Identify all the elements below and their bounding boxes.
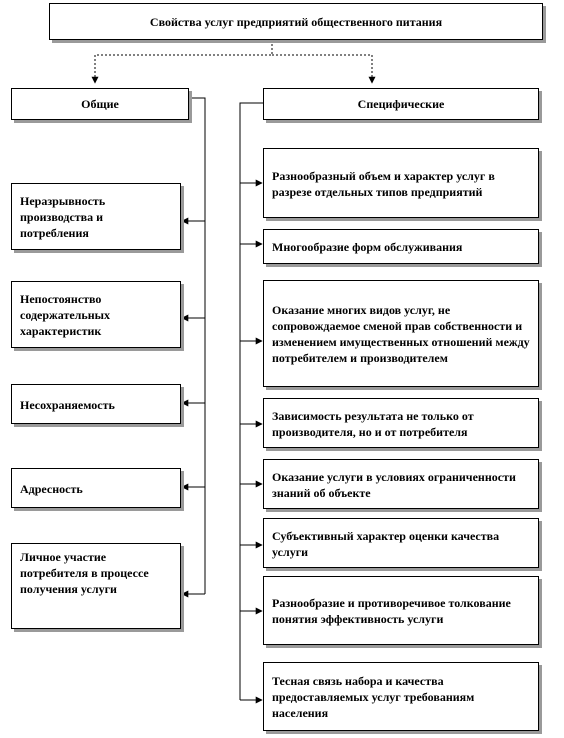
general-item bbox=[11, 281, 181, 348]
specific-item-text: Многообразие форм обслуживания bbox=[272, 240, 463, 254]
diagram-title bbox=[49, 3, 543, 40]
specific-heading-box bbox=[263, 88, 539, 120]
specific-item bbox=[263, 459, 539, 509]
specific-item bbox=[263, 280, 539, 387]
general-heading: Общие bbox=[81, 97, 119, 111]
general-heading-box bbox=[11, 88, 189, 120]
specific-item-text: Оказание услуги в условиях ограниченности знаний об объекте bbox=[272, 469, 516, 500]
general-item-text: Несохраняемость bbox=[20, 397, 115, 412]
specific-spine bbox=[240, 103, 263, 700]
specific-item bbox=[263, 518, 539, 568]
general-item-text: Личное участие потребителя в процессе получения услуги bbox=[20, 550, 149, 596]
diagram-title-text: Свойства услуг предприятий общественного питания bbox=[149, 14, 443, 29]
general-item bbox=[11, 183, 181, 250]
specific-item bbox=[263, 662, 539, 731]
specific-item-text: Зависимость результата не только от производителя, но и от потребителя bbox=[272, 408, 474, 439]
general-item bbox=[11, 543, 181, 629]
general-item bbox=[11, 468, 181, 508]
specific-item-text: Разнообразие и противоречивое толкование понятия эффективность услуги bbox=[272, 596, 511, 626]
specific-item bbox=[263, 148, 539, 218]
specific-item bbox=[263, 398, 539, 448]
specific-item-text: Субъективный характер оценки качества услуги bbox=[272, 528, 500, 559]
specific-item bbox=[263, 229, 539, 264]
specific-item bbox=[263, 576, 539, 645]
specific-heading: Специфические bbox=[357, 97, 445, 111]
general-item bbox=[11, 384, 181, 424]
general-item-text: Непостоянство содержательных характеристик bbox=[20, 292, 111, 338]
general-spine bbox=[182, 98, 205, 594]
general-item-text: Адресность bbox=[20, 481, 83, 496]
specific-item-text: Разнообразный объем и характер услуг в разрезе отдельных типов предприятий bbox=[272, 168, 495, 199]
general-item-text: Неразрывность производства и потребления bbox=[20, 194, 106, 240]
specific-item-text: Оказание многих видов услуг, не сопровождаемое сменой прав собственности и изменением имущественных отношений между потребителем и производителем bbox=[272, 303, 530, 365]
title-connectors bbox=[95, 40, 372, 83]
specific-item-text: Тесная связь набора и качества предоставляемых услуг требованиям населения bbox=[272, 674, 475, 720]
